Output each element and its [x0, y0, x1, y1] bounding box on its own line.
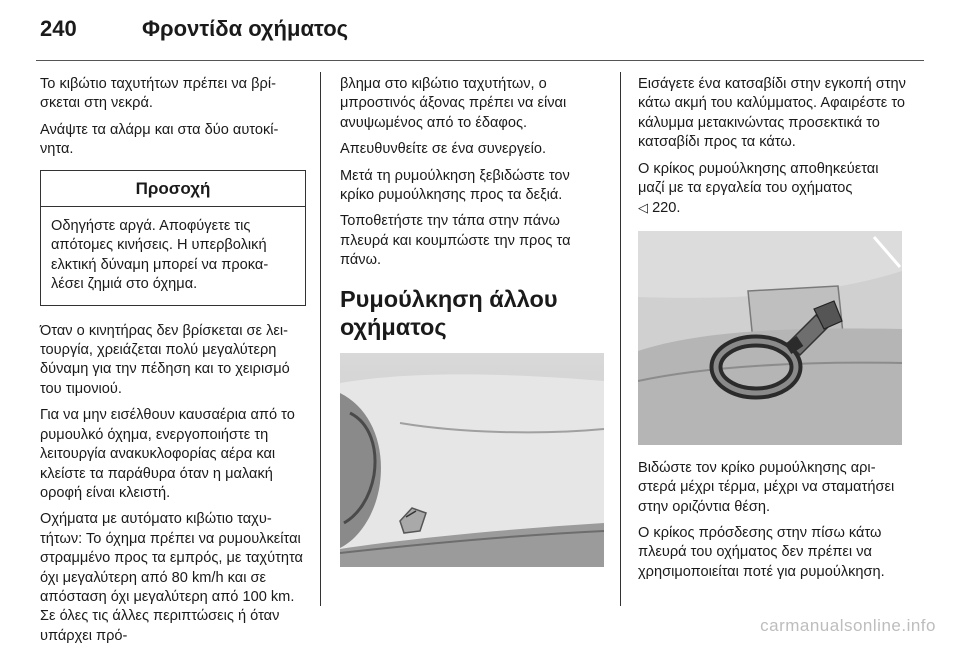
caution-text: Οδηγήστε αργά. Αποφύγετε τις απότομες κινήσεις. Η υπερβολική ελκτική δύναμη μπορεί να προκαλέσει ζημιά στο όχημα.	[51, 218, 269, 293]
watermark: carmanualsonline.info	[760, 616, 936, 635]
page-header	[36, 14, 924, 54]
towing-eye-illustration	[638, 231, 902, 445]
caution-box	[40, 170, 306, 306]
page-title: Φροντίδα οχήματος	[142, 16, 349, 41]
paragraph-screw-in-eye: Βιδώστε τον κρίκο ρυμούλκησης αριστερά μέχρι τέρμα, μέχρι να σταματήσει στην οριζόντια θέση.	[638, 459, 895, 515]
rear-bumper-illustration	[340, 353, 604, 567]
column-divider-1	[320, 72, 321, 606]
paragraph-rear-lashing-eye: Ο κρίκος πρόσδεσης στην πίσω κάτω πλευρά του οχήματος δεν πρέπει να χρησιμοποιείται ποτέ για ρυμούλκηση.	[638, 525, 885, 580]
column-divider-2	[620, 72, 621, 606]
page-reference-arrow-icon: ◁	[638, 200, 648, 216]
paragraph-fit-cap: Τοποθετήστε την τάπα στην πάνω πλευρά και κουμπώστε την προς τα πάνω.	[340, 213, 571, 269]
paragraph-automatic-transmission: Οχήματα με αυτόματο κιβώτιο ταχυτήτων: Το όχημα πρέπει να ρυμουλκείται στραμμένο προς τα εμπρός, με ταχύτητα όχι μεγαλύτερη από 80 km/h και σε απόσταση όχι μεγαλύτερη από 100 km. Σε όλες τις άλλες περιπτώσεις ή όταν υπάρχει πρό-	[40, 511, 303, 644]
column-3	[638, 75, 908, 589]
page-number: 240	[40, 16, 77, 41]
paragraph-neutral-gear: Το κιβώτιο ταχυτήτων πρέπει να βρίσκεται στη νεκρά.	[40, 76, 276, 112]
figure-towing-eye	[638, 231, 902, 445]
paragraph-eye-storage	[638, 160, 908, 219]
paragraph-exhaust: Για να μην εισέλθουν καυσαέρια από το ρυμουλκό όχημα, ενεργοποιήστε τη λειτουργία ανακυκλοφορίας αέρα και κλείστε τα παράθυρα όταν η μαλακή οροφή είναι κλειστή.	[40, 407, 295, 501]
paragraph-engine-off: Όταν ο κινητήρας δεν βρίσκεται σε λειτουργία, χρειάζεται πολύ μεγαλύτερη δύναμη για την πέδηση και το χειρισμό του τιμονιού.	[40, 322, 290, 397]
paragraph-front-axle: βλημα στο κιβώτιο ταχυτήτων, ο μπροστινός άξονας πρέπει να είναι ανυψωμένος από το έδαφος.	[340, 76, 567, 131]
paragraph-screwdriver: Εισάγετε ένα κατσαβίδι στην εγκοπή στην κάτω ακμή του καλύμματος. Αφαιρέστε το κάλυμμα μετακινώντας προσεκτικά το κατσαβίδι προς τα κάτω.	[638, 76, 906, 151]
paragraph-workshop: Απευθυνθείτε σε ένα συνεργείο.	[340, 141, 547, 158]
eye-storage-text: Ο κρίκος ρυμούλκησης αποθηκεύεται μαζί με τα εργαλεία του οχήματος	[638, 160, 879, 197]
caution-title: Προσοχή	[41, 171, 305, 207]
column-1	[40, 75, 306, 653]
section-title-towing-other: Ρυμούλκηση άλλου οχήματος	[340, 285, 558, 340]
column-2	[340, 75, 606, 567]
paragraph-hazard-lights: Ανάψτε τα αλάρμ και στα δύο αυτοκίνητα.	[40, 121, 279, 158]
page-reference[interactable]: 220.	[652, 200, 681, 217]
header-rule	[36, 60, 924, 61]
figure-rear-bumper	[340, 353, 604, 567]
paragraph-unscrew-eye: Μετά τη ρυμούλκηση ξεβιδώστε τον κρίκο ρυμούλκησης προς τα δεξιά.	[340, 167, 570, 204]
